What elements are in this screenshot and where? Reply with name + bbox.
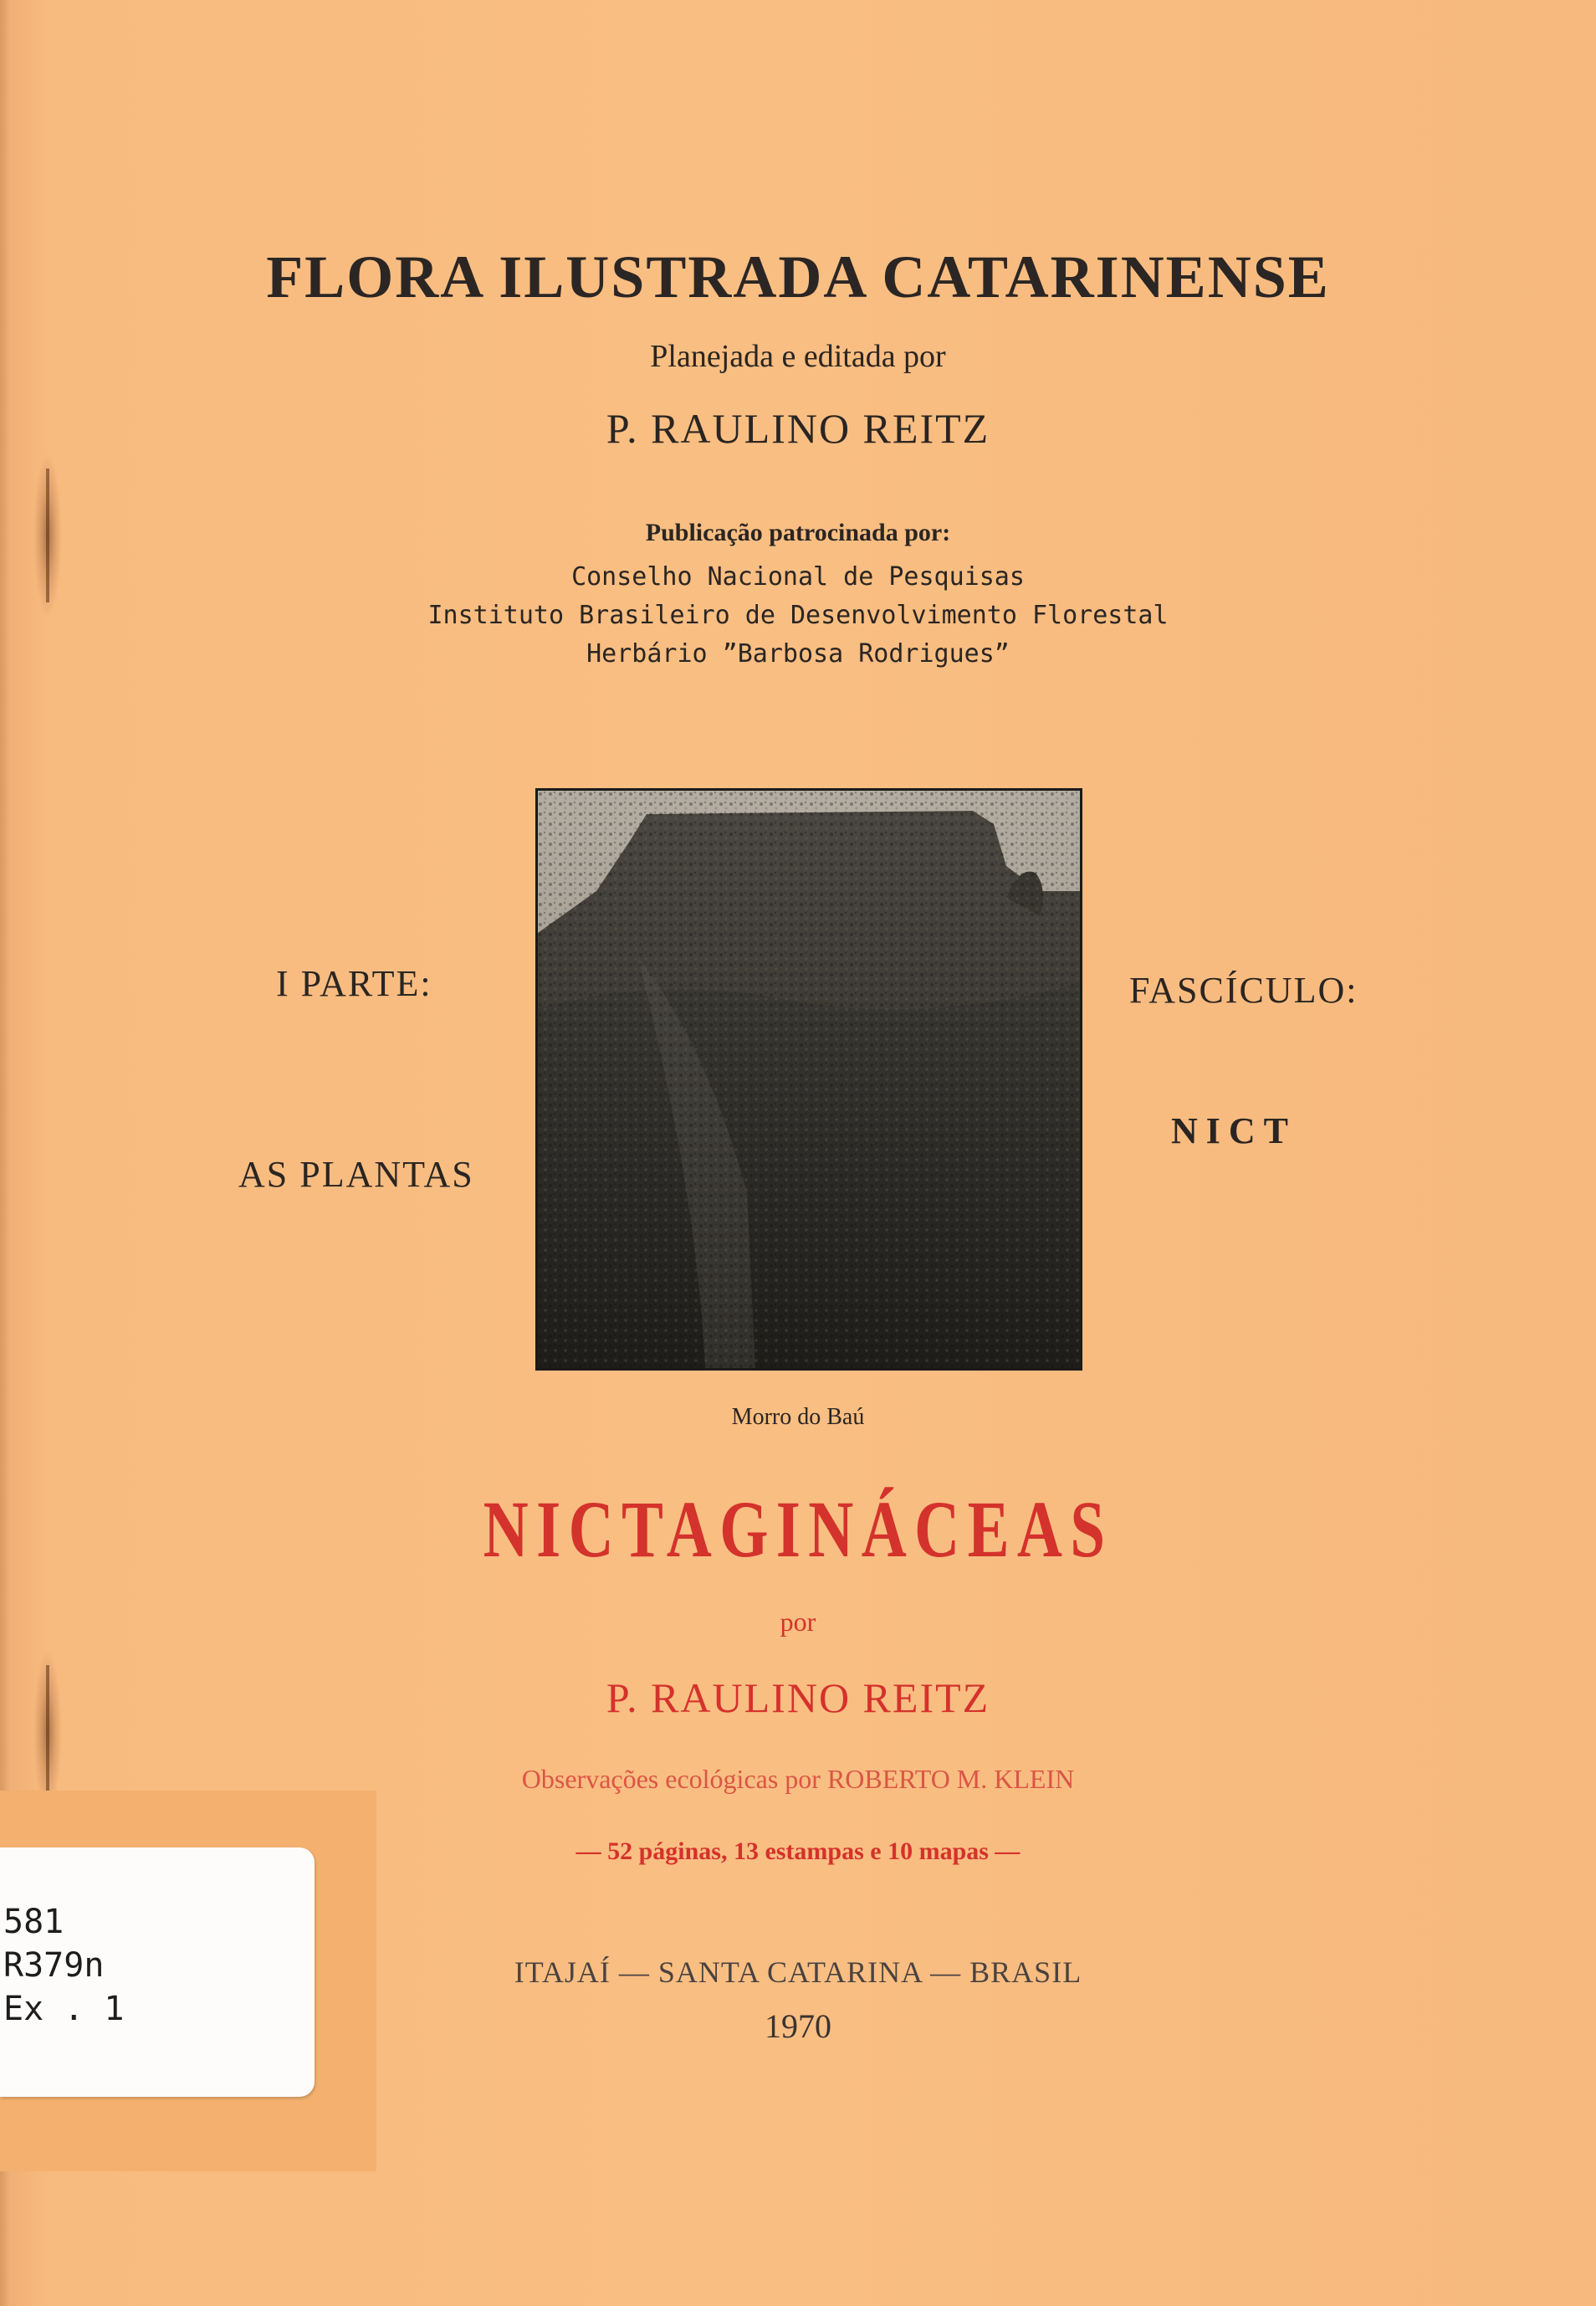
mountain-photo-image: [538, 791, 1080, 1368]
extent-text: — 52 páginas, 13 estampas e 10 mapas —: [575, 1837, 1021, 1865]
sponsorship-heading: Publicação patrocinada por:: [645, 519, 951, 546]
work-title: NICTAGINÁCEAS: [483, 1484, 1113, 1574]
fascicle-label: FASCÍCULO:: [1129, 970, 1358, 1011]
editor-name: P. RAULINO REITZ: [606, 405, 990, 452]
sponsor-line: Herbário ”Barbosa Rodrigues”: [586, 639, 1010, 669]
call-number-copy: Ex . 1: [3, 1990, 125, 2028]
call-number-class: 581: [3, 1903, 64, 1941]
by-word: por: [780, 1607, 816, 1637]
publication-place: ITAJAÍ — SANTA CATARINA — BRASIL: [514, 1955, 1082, 1989]
photo-caption: Morro do Baú: [731, 1404, 865, 1430]
series-title: FLORA ILUSTRADA CATARINENSE: [266, 243, 1330, 310]
fascicle-value: NICT: [1171, 1110, 1297, 1151]
ecological-notes: Observações ecológicas por ROBERTO M. KLEIN: [521, 1764, 1075, 1794]
author-name: P. RAULINO REITZ: [606, 1674, 990, 1721]
part-label: I PARTE:: [276, 963, 432, 1004]
part-value: AS PLANTAS: [238, 1154, 474, 1195]
planned-by-text: Planejada e editada por: [650, 339, 946, 374]
sponsor-line: Conselho Nacional de Pesquisas: [571, 562, 1025, 592]
mountain-photo: [535, 788, 1082, 1371]
call-number-cutter: R379n: [3, 1946, 105, 1985]
publication-year: 1970: [765, 2007, 831, 2045]
sponsor-line: Instituto Brasileiro de Desenvolvimento Florestal: [427, 601, 1169, 630]
